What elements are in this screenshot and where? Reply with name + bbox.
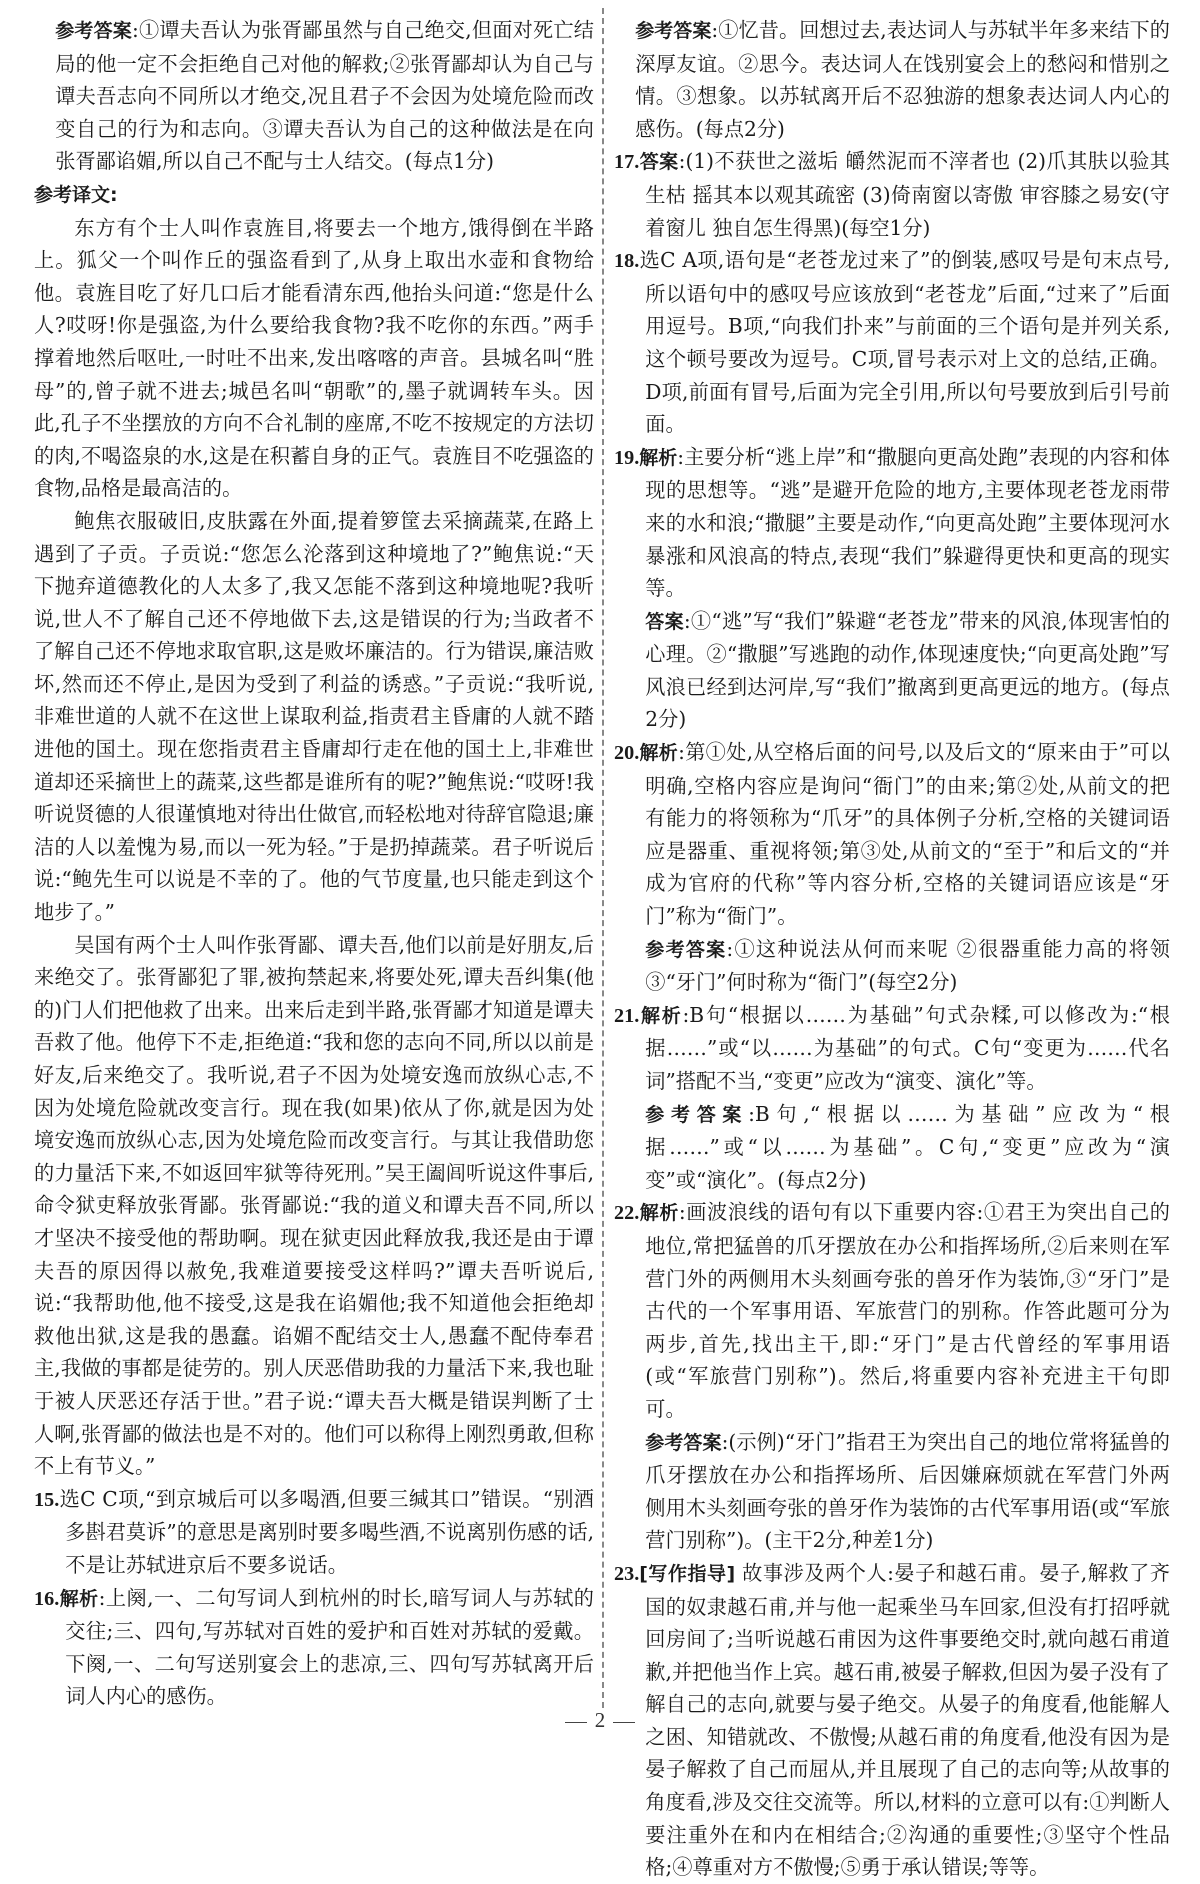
answer-block-16: 参考答案:①忆昔。回想过去,表达词人与苏轼半年多来结下的深厚友谊。②思今。表达词人在饯别宴会上的愁闷和惜别之情。③想象。以苏轼离开后不忍独游的想象表达词人内心的感伤。(每点2分) [635,18,1170,141]
answer-21: 参考答案:B句,“根据以……为基础”应改为“根据……”或“以……为基础”。C句,“变更”应改为“演变”或“演化”。(每点2分) [645,1101,1170,1192]
column-divider [602,8,604,1708]
question-17: 17.答案:(1)不获世之滋垢 皭然泥而不滓者也 (2)爪其肤以验其生枯 摇其本以观其疏密 (3)倚南窗以寄傲 审容膝之易安(守着窗儿 独自怎生得黑)(每空1分) [614,149,1170,240]
answer-19: 答案:①“逃”写“我们”躲避“老苍龙”带来的风浪,体现害怕的心理。②“撒腿”写逃跑的动作,体现速度快;“向更高处跑”写风浪已经到达河岸,写“我们”撤离到更高更远的地方。(每点2分) [645,608,1170,732]
answer-text: :①谭夫吾认为张胥鄙虽然与自己绝交,但面对死亡结局的他一定不会拒绝自己对他的解救;②张胥鄙却认为自己与谭夫吾志向不同所以才绝交,况且君子不会因为处境危险而改变自己的行为和志向。③谭夫吾认为自己的这种做法是在向张胥鄙谄媚,所以自己不配与士人结交。(每点1分) [55,18,594,174]
answer-20: 参考答案:①这种说法从何而来呢 ②很器重能力高的将领 ③“牙门”何时称为“衙门”(每空2分) [645,936,1170,995]
right-column [614,14,1170,1884]
page-footer [0,1708,1200,1733]
footer-dash-left [565,1722,587,1723]
question-15: 15.选C C项,“到京城后可以多喝酒,但要三缄其口”错误。“别酒多斟君莫诉”的意思是离别时要多喝些酒,不说离别伤感的话,不是让苏轼进京后不要多说话。 [34,1486,594,1577]
answer-block-14 [34,14,594,178]
answer-22: 参考答案:(示例)“牙门”指君王为突出自己的地位常将猛兽的爪牙摆放在办公和指挥场所、后因嫌麻烦就在军营门外两侧用木头刻画夸张的兽牙作为装饰的古代军事用语(或“军旅营门别称”)。(主干2分,种差1分) [645,1429,1170,1553]
question-20: 20.解析:第①处,从空格后面的问号,以及后文的“原来由于”可以明确,空格内容应是询问“衙门”的由来;第②处,从前文的把有能力的将领称为“爪牙”的具体例子分析,空格的关键词语应是器重、重视将领;第③处,从前文的“至于”和后文的“并成为官府的代称”等内容分析,空格的关键词语应该是“牙门”称为“衙门”。 [614,740,1170,929]
question-21: 21.解析:B句“根据以……为基础”句式杂糅,可以修改为:“根据……”或“以……为基础”的句式。C句“变更为……代名词”搭配不当,“变更”应改为“演变、演化”等。 [614,1002,1170,1093]
question-23: 23.[写作指导] 故事涉及两个人:晏子和越石甫。晏子,解救了齐国的奴隶越石甫,并与他一起乘坐马车回家,但没有打招呼就回房间了;当听说越石甫因为这件事要绝交时,就向越石甫道歉,并把他当作上宾。越石甫,被晏子解救,但因为晏子没有了解自己的志向,就要与晏子绝交。从晏子的角度看,他能解人之困、知错就改、不傲慢;从越石甫的角度看,他没有因为是晏子解救了自己而屈从,并且展现了自己的志向等;从故事的角度看,涉及交往交流等。所以,材料的立意可以有:①判断人要注重外在和内在相结合;②沟通的重要性;③坚守个性品格;④尊重对方不傲慢;⑤勇于承认错误;等等。 [614,1560,1170,1880]
label-reference-answer: 参考答案 [55,20,133,42]
translation-paragraph-3: 吴国有两个士人叫作张胥鄙、谭夫吾,他们以前是好朋友,后来绝交了。张胥鄙犯了罪,被拘禁起来,将要处死,谭夫吾纠集(他的)门人们把他救了出来。出来后走到半路,张胥鄙才知道是谭夫吾救了他。他停下不走,拒绝道:“我和您的志向不同,所以以前是好友,后来绝交了。我听说,君子不因为处境安逸而放纵心志,不因为处境危险就改变言行。现在我(如果)依从了你,就是因为处境安逸而放纵心志,因为处境危险而改变言行。与其让我借助您的力量活下来,不如返回牢狱等待死刑。”吴王阖闾听说这件事后,命令狱吏释放张胥鄙。张胥鄙说:“我的道义和谭夫吾不同,所以才坚决不接受他的帮助啊。现在狱吏因此释放我,我还是由于谭夫吾的原因得以赦免,我难道要接受这样吗?”谭夫吾听说后,说:“我帮助他,他不接受,这是我在谄媚他;我不知道他会拒绝却救他出狱,这是我的愚蠢。谄媚不配结交士人,愚蠢不配侍奉君主,我做的事都是徒劳的。别人厌恶借助我的力量活下来,我也耻于被人厌恶还存活于世。”君子说:“谭夫吾大概是错误判断了士人啊,张胥鄙的做法也是不对的。他们可以称得上刚烈勇敢,但称不上有节义。” [34,932,594,1479]
question-18: 18.选C A项,语句是“老苍龙过来了”的倒装,感叹号是句末点号,所以语句中的感叹号应该放到“老苍龙”后面,“过来了”后面用逗号。B项,“向我们扑来”与前面的三个语句是并列关系,这个顿号要改为逗号。C项,冒号表示对上文的总结,正确。D项,前面有冒号,后面为完全引用,所以句号要放到后引号前面。 [614,248,1170,437]
footer-dash-right [613,1722,635,1723]
left-column [34,14,594,1713]
question-22: 22.解析:画波浪线的语句有以下重要内容:①君王为突出自己的地位,常把猛兽的爪牙摆放在办公和指挥场所,②后来则在军营门外的两侧用木头刻画夸张的兽牙作为装饰,③“牙门”是古代的一个军事用语、军旅营门的别称。作答此题可分为两步,首先,找出主干,即:“牙门”是古代曾经的军事用语(或“军旅营门别称”)。然后,将重要内容补充进主干句即可。 [614,1200,1170,1421]
translation-heading: 参考译文: [34,183,118,206]
translation-paragraph-1: 东方有个士人叫作袁旌目,将要去一个地方,饿得倒在半路上。狐父一个叫作丘的强盗看到了,从身上取出水壶和食物给他。袁旌目吃了好几口后才能看清东西,他抬头问道:“您是什么人?哎呀!你是强盗,为什么要给我食物?我不吃你的东西。”两手撑着地然后呕吐,一时吐不出来,发出喀喀的声音。县城名叫“胜母”的,曾子就不进去;城邑名叫“朝歌”的,墨子就调转车头。因此,孔子不坐摆放的方向不合礼制的座席,不吃不按规定的方法切的肉,不喝盗泉的水,这是在积蓄自身的正气。袁旌目不吃强盗的食物,品格是最高洁的。 [34,215,594,501]
question-19: 19.解析:主要分析“逃上岸”和“撒腿向更高处跑”表现的内容和体现的思想等。“逃”是避开危险的地方,主要体现老苍龙雨带来的水和浪;“撒腿”主要是动作,“向更高处跑”主要体现河水暴涨和风浪高的特点,表现“我们”躲避得更快和更高的现实等。 [614,444,1170,601]
page-number: 2 [594,1708,606,1732]
translation-paragraph-2: 鲍焦衣服破旧,皮肤露在外面,提着箩筐去采摘蔬菜,在路上遇到了子贡。子贡说:“您怎么沦落到这种境地了?”鲍焦说:“天下抛弃道德教化的人太多了,我又怎能不落到这种境地呢?我听说,世人不了解自己还不停地做下去,这是错误的行为;当政者不了解自己还不停地求取官职,这是败坏廉洁的。行为错误,廉洁败坏,然而还不停止,是因为受到了利益的诱惑。”子贡说:“我听说,非难世道的人就不在这世上谋取利益,指责君主昏庸的人就不踏进他的国土。现在您指责君主昏庸却行走在他的国土上,非难世道却还采摘世上的蔬菜,这些都是谁所有的呢?”鲍焦说:“哎呀!我听说贤德的人很谨慎地对待出仕做官,而轻松地对待辞官隐退;廉洁的人以羞愧为易,而以一死为轻。”于是扔掉蔬菜。君子听说后说:“鲍先生可以说是不幸的了。他的气节度量,也只能走到这个地步了。” [34,508,594,925]
question-16: 16.解析:上阕,一、二句写词人到杭州的时长,暗写词人与苏轼的交往;三、四句,写苏轼对百姓的爱护和百姓对苏轼的爱戴。下阕,一、二句写送别宴会上的悲凉,三、四句写苏轼离开后词人内心的感伤。 [34,1585,594,1709]
